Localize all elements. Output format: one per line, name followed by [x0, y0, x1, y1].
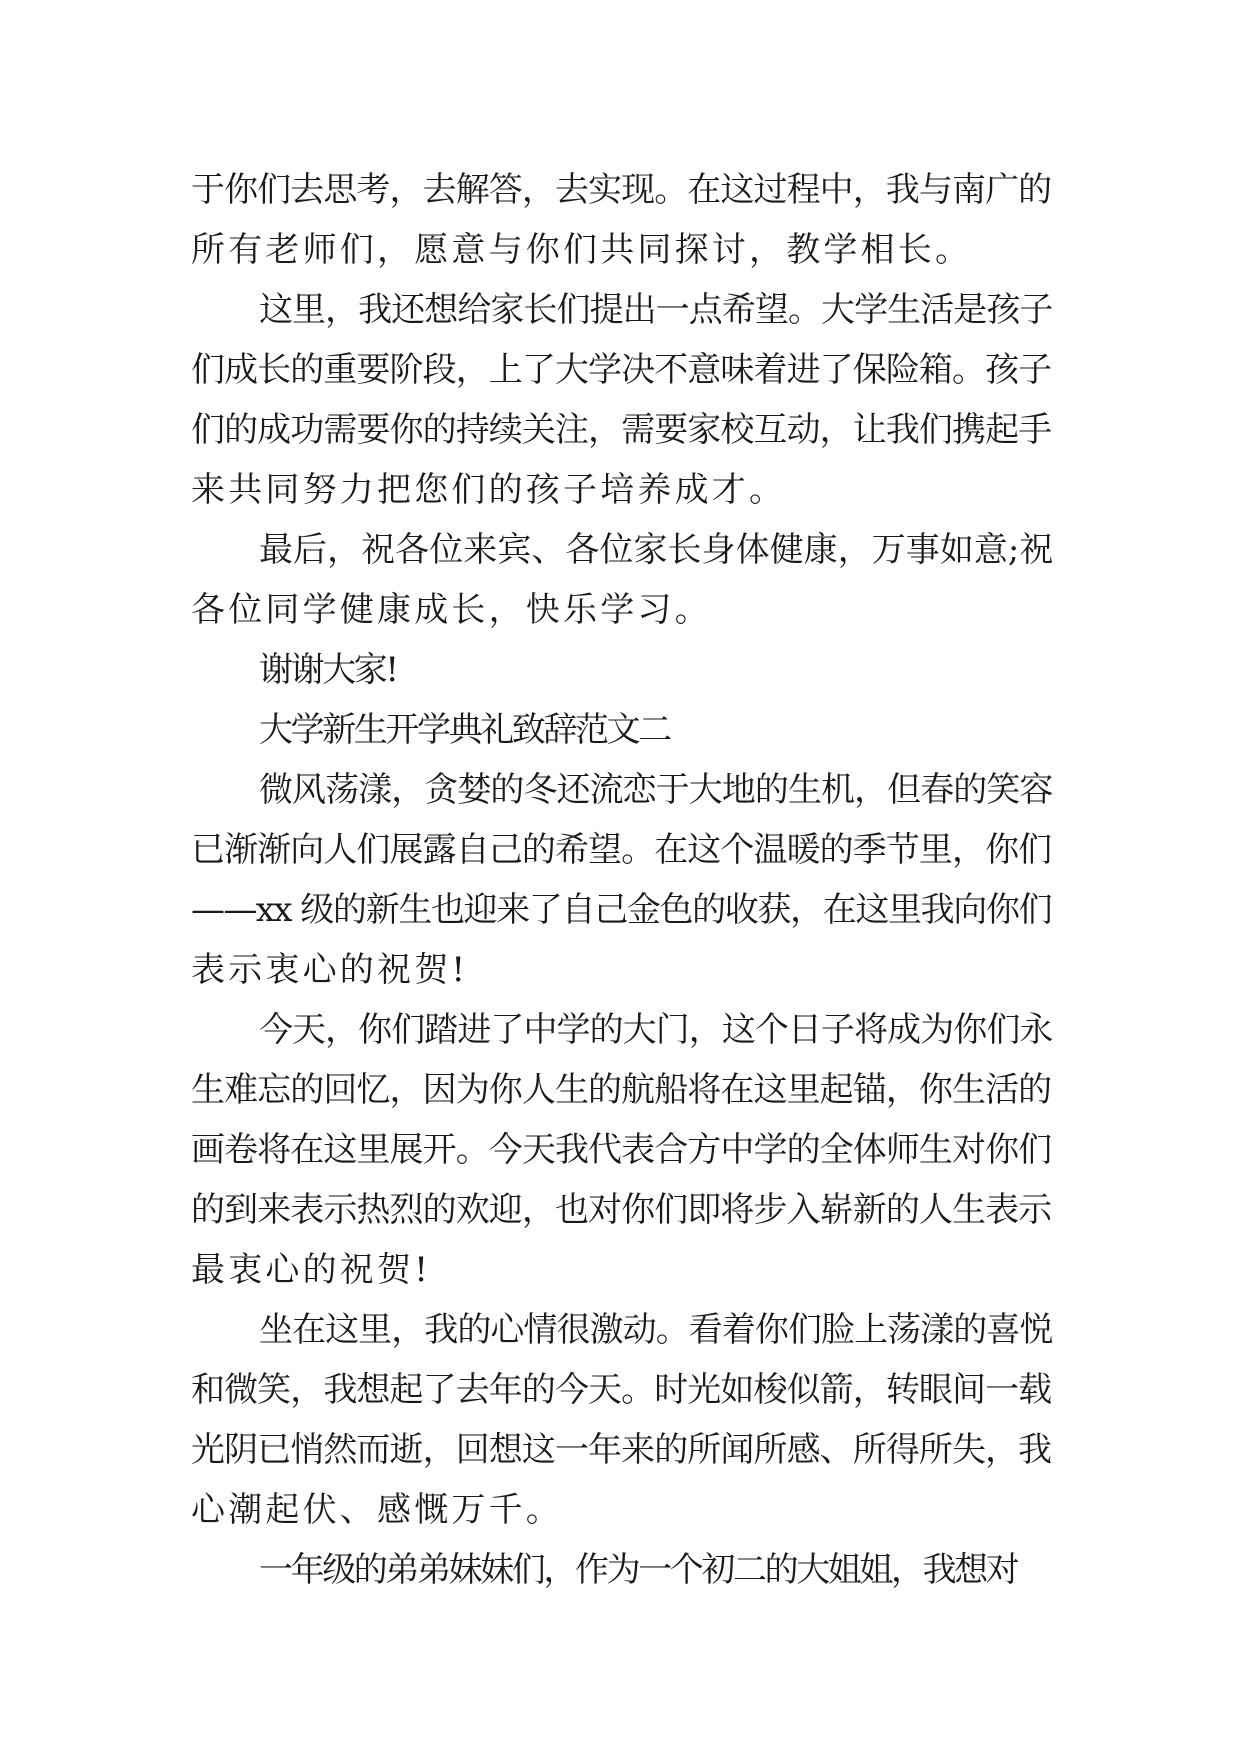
- text-line: 心潮起伏、感慨万千。: [191, 1490, 563, 1530]
- text-line: 生难忘的回忆，因为你人生的航船将在这里起锚，你生活的: [191, 1070, 1051, 1110]
- text-line: 微风荡漾，贪婪的冬还流恋于大地的生机，但春的笑容: [259, 770, 1051, 810]
- text-line: 今天，你们踏进了中学的大门，这个日子将成为你们永: [259, 1010, 1051, 1050]
- text-line: ——xx 级的新生也迎来了自己金色的收获，在这里我向你们: [191, 890, 1051, 930]
- paragraph: [191, 640, 1051, 700]
- text-line: 所有老师们，愿意与你们共同探讨，教学相长。: [191, 230, 973, 270]
- paragraph: [191, 760, 1051, 1000]
- text-line: 们成长的重要阶段，上了大学决不意味着进了保险箱。孩子: [191, 350, 1051, 390]
- text-line: 光阴已悄然而逝，回想这一年来的所闻所感、所得所失，我: [191, 1430, 1051, 1470]
- text-line: 表示衷心的祝贺!: [191, 950, 469, 990]
- text-line: 的到来表示热烈的欢迎，也对你们即将步入崭新的人生表示: [191, 1190, 1051, 1230]
- text-line: 一年级的弟弟妹妹们，作为一个初二的大姐姐，我想对: [259, 1550, 1018, 1590]
- text-line: 最后，祝各位来宾、各位家长身体健康，万事如意;祝: [259, 530, 1051, 570]
- text-line: 大学新生开学典礼致辞范文二: [259, 710, 670, 750]
- text-line: 已渐渐向人们展露自己的希望。在这个温暖的季节里，你们: [191, 830, 1051, 870]
- paragraph: [191, 280, 1051, 520]
- text-line: 谢谢大家!: [259, 650, 397, 690]
- text-line: 画卷将在这里展开。今天我代表合方中学的全体师生对你们: [191, 1130, 1051, 1170]
- text-line: 们的成功需要你的持续关注，需要家校互动，让我们携起手: [191, 410, 1051, 450]
- document-body: [191, 160, 1051, 1600]
- text-line: 这里，我还想给家长们提出一点希望。大学生活是孩子: [259, 290, 1051, 330]
- text-line: 最衷心的祝贺!: [191, 1250, 432, 1290]
- text-line: 和微笑，我想起了去年的今天。时光如梭似箭，转眼间一载: [191, 1370, 1051, 1410]
- text-line: 于你们去思考，去解答，去实现。在这过程中，我与南广的: [191, 170, 1051, 210]
- text-line: 坐在这里，我的心情很激动。看着你们脸上荡漾的喜悦: [259, 1310, 1051, 1350]
- paragraph: [191, 1300, 1051, 1540]
- paragraph: [191, 1540, 1051, 1600]
- paragraph: [191, 160, 1051, 280]
- paragraph: [191, 520, 1051, 640]
- paragraph: [191, 1000, 1051, 1300]
- text-line: 各位同学健康成长，快乐学习。: [191, 590, 712, 630]
- paragraph: [191, 700, 1051, 760]
- text-line: 来共同努力把您们的孩子培养成才。: [191, 470, 787, 510]
